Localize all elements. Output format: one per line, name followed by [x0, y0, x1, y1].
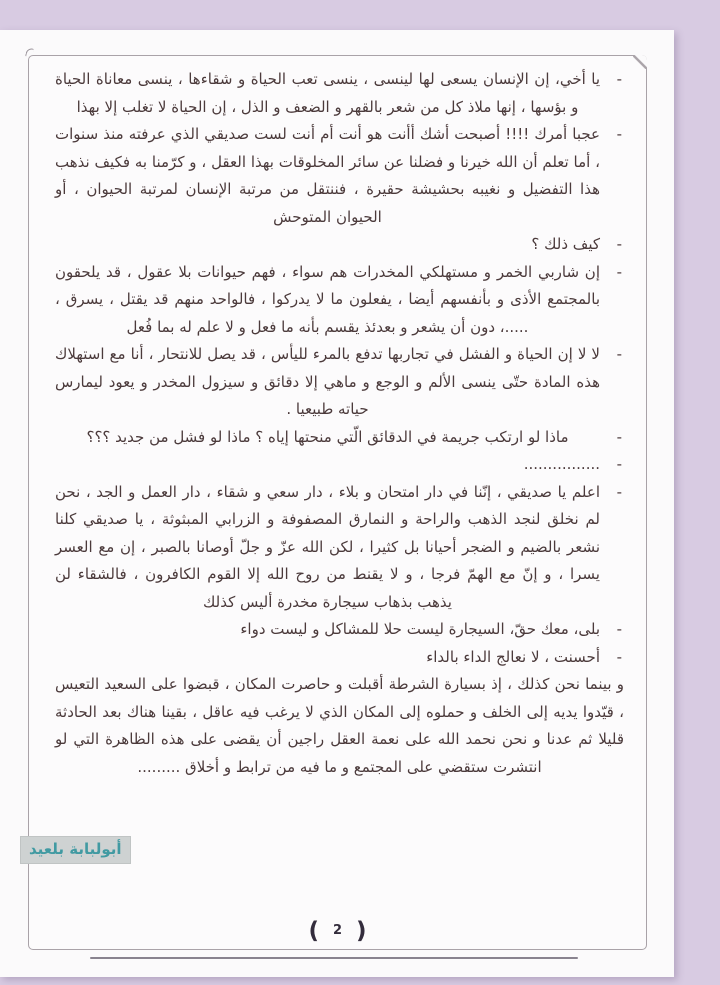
item-text: اعلم يا صديقي ، إنّنا في دار امتحان و بلاء ، دار سعي و شقاء ، دار العمل و الجد ، نحن لم نخلق لنجد الذهب والراحة و النمارق المصفوفة و الزرابي المبثوثة ، يا صديقي كلنا نشعر بالضيم و الضجر أحيانا بل كثيرا ، لكن الله عزّ و جلّ أوصانا بالصبر ، إن مع العسر يسرا ، و إنّ مع الهمّ فرجا ، و لا يقنط من روح الله إلا القوم الكافرون ، فالشقاء لن يذهب بذهاب سيجارة مخدرة أليس كذلك: [55, 482, 600, 611]
text-item: [55, 121, 624, 231]
item-text: ................: [523, 455, 600, 473]
bullet-dash: -: [616, 125, 622, 143]
item-text: أحسنت ، لا نعالج الداء بالداء: [426, 647, 600, 666]
paper-sheet: [0, 30, 674, 977]
bottom-divider-line: [90, 957, 578, 959]
text-item: [55, 451, 624, 479]
bullet-dash: -: [616, 70, 622, 88]
bullet-dash: -: [616, 482, 622, 501]
page-number-open-bracket: (: [308, 918, 319, 944]
page-number-value: 2: [332, 923, 343, 938]
watermark-author-name: أبولبابة بلعيد: [20, 836, 131, 864]
bullet-dash: -: [616, 455, 622, 473]
bullet-dash: -: [616, 647, 622, 666]
bullet-dash: -: [616, 262, 622, 281]
text-item: [55, 616, 624, 644]
text-item: [55, 341, 624, 424]
item-text: بلى، معك حقّ، السيجارة ليست حلا للمشاكل و ليست دواء: [240, 620, 600, 638]
item-text: عجبا أمرك !!!! أصبحت أشك أأنت هو أنت أم أنت لست صديقي الذي عرفته منذ سنوات ، أما تعلم أن الله خيرنا و فضلنا عن سائر المخلوقات بهذا العقل ، و كرّمنا به فكيف نذهب هذا التفضيل و نغيبه بحشيشة حقيرة ، فننتقل من مرتبة الإنسان لمرتبة الحيوان ، أو الحيوان المتوحش: [55, 125, 600, 226]
text-border-box: [28, 55, 647, 950]
bullet-dash: -: [616, 235, 622, 253]
text-item: [55, 231, 624, 259]
text-item: [55, 644, 624, 672]
text-item: [55, 479, 624, 617]
item-text: لا لا إن الحياة و الفشل في تجاربها تدفع بالمرء لليأس ، قد يصل للانتحار ، أنا مع استهلاك هذه المادة حتّى ينسى الألم و الوجع و ماهي إلا دقائق و سيزول المخدر و يعود ليمارس حياته طبيعيا .: [55, 345, 600, 418]
text-items: [29, 66, 646, 781]
text-item: [55, 66, 624, 121]
text-item: [55, 259, 624, 342]
page-number: [29, 918, 646, 944]
bullet-dash: -: [616, 620, 622, 638]
bullet-dash: -: [616, 427, 622, 446]
page-number-close-bracket: ): [356, 918, 367, 944]
item-text: كيف ذلك ؟: [531, 235, 600, 253]
item-text: إن شاربي الخمر و مستهلكي المخدرات هم سواء ، فهم حيوانات بلا عقول ، قد يلحقون بالمجتمع الأذى و بأنفسهم أيضا ، يفعلون ما لا يدركوا ، فالواحد منهم قد يقتل ، يسرق ، .....، دون أن يشعر و بعدئذ يقسم بأنه ما فعل و لا علم له بما فُعل: [55, 262, 600, 336]
text-item: [55, 424, 624, 452]
bullet-dash: -: [616, 345, 622, 363]
item-text: يا أخي، إن الإنسان يسعى لها لينسى ، ينسى تعب الحياة و شقاءها ، ينسى معاناة الحياة و بؤسها ، إنها ملاذ كل من شعر بالقهر و الضعف و الذل ، إن الحياة لا تغلب إلا بهذا: [55, 70, 600, 116]
closing-paragraph: و بينما نحن كذلك ، إذ بسيارة الشرطة أقبلت و حاصرت المكان ، قبضوا على السعيد التعيس ، قيّدوا يديه إلى الخلف و حملوه إلى المكان الذي لا يرغب فيه عاقل ، بقينا هناك بعد الحادثة قليلا ثم عدنا و نحن نحمد الله على نعمة العقل راجين أن يقضى على هذه الظاهرة التي لو انتشرت ستقضي على المجتمع و ما فيه من ترابط و أخلاق .........: [55, 675, 624, 776]
corner-curl-mark: [25, 47, 34, 57]
item-text: ماذا لو ارتكب جريمة في الدقائق الّتي منحتها إياه ؟ ماذا لو فشل من جديد ؟؟؟: [86, 427, 569, 446]
